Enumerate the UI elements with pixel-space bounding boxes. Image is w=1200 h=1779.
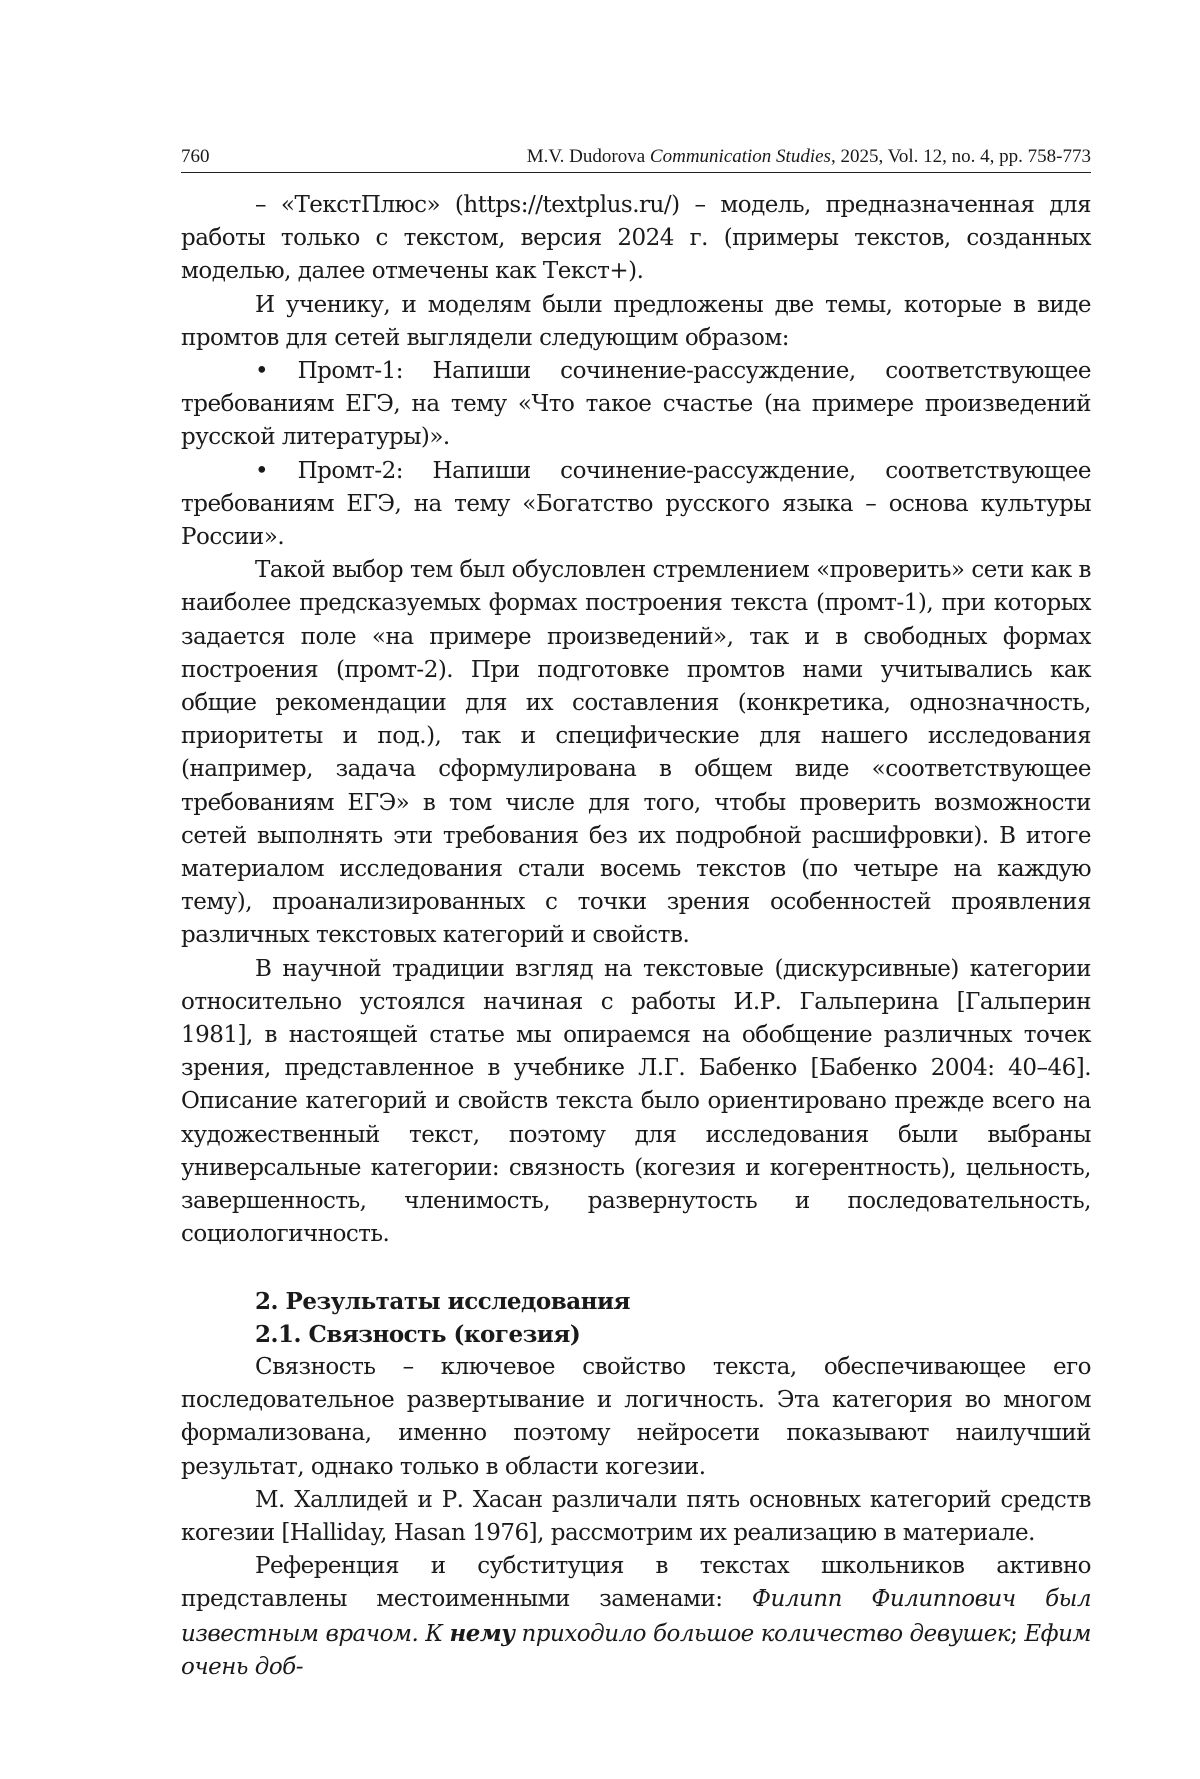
paragraph-textplus: – «ТекстПлюс» (https://textplus.ru/) – модель, предназначенная для работы только с текстом, версия 2024 г. (примеры текстов, созданных моделью, далее отмечены как Текст+). xyxy=(181,192,1091,285)
example-italic-b: приходило большое количество девушек xyxy=(514,1620,1011,1647)
paragraph-prompt-2: • Промт-2: Напиши сочинение-рассуждение, соответствующее требованиям ЕГЭ, на тему «Богатство русского языка – основа культуры России». xyxy=(181,457,1091,551)
paragraph-cohesion: Связность – ключевое свойство текста, обеспечивающее его последовательное развертывание и логичность. Эта категория во многом формализована, именно поэтому нейросети показывают наилучший результат, однако только в области когезии. xyxy=(181,1353,1091,1480)
paragraph-tradition: В научной традиции взгляд на текстовые (дискурсивные) категории относительно устоялся начиная с работы И.Р. Гальперина [Гальперин 1981], в настоящей статье мы опираемся на обобщение различных точек зрения, представленное в учебнике Л.Г. Бабенко [Бабенко 2004: 40–46]. Описание категорий и свойств текста было ориентировано прежде всего на художественный текст, поэтому для исследования были выбраны универсальные категории: связность (когезия и когерентность), цельность, завершенность, членимость, развернутость и последовательность, социологичность. xyxy=(181,955,1091,1248)
header-author: M.V. Dudorova xyxy=(526,146,650,167)
subsection-heading-cohesion: 2.1. Связность (когезия) xyxy=(255,1320,581,1348)
running-header xyxy=(181,146,1091,173)
paragraph-reference xyxy=(181,1550,1091,1684)
paragraph-topic-choice: Такой выбор тем был обусловлен стремлением «проверить» сети как в наиболее предсказуемых формах построения текста (промт-1), при которых задается поле «на примере произведений», так и в свободных формах построения (промт-2). При подготовке промтов нами учитывались как общие рекомендации для их составления (конкретика, однозначность, приоритеты и под.), так и специфические для нашего исследования (например, задача сформулирована в общем виде «соответствующее требованиям ЕГЭ» в том числе для того, чтобы проверить возможности сетей выполнять эти требования без их подробной расшифровки). В итоге материалом исследования стали восемь текстов (по четыре на каждую тему), проанализированных с точки зрения особенностей проявления различных текстовых категорий и свойств. xyxy=(181,557,1091,949)
example-italic-c: Ефим очень доб- xyxy=(181,1620,1091,1680)
example-separator: ; xyxy=(1010,1620,1025,1647)
paragraph-topics: И ученику, и моделям были предложены две темы, которые в виде промтов для сетей выглядели следующим образом: xyxy=(181,291,1091,351)
article-body xyxy=(181,189,1091,1684)
paragraph-halliday: М. Халлидей и Р. Хасан различали пять основных категорий средств когезии [Halliday, Hasan 1976], рассмотрим их реализацию в материале. xyxy=(181,1486,1091,1546)
reference-text: Референция и субституция в текстах школьников активно представлены местоименными заменами: xyxy=(181,1553,1091,1613)
section-heading-results: 2. Результаты исследования xyxy=(255,1287,631,1315)
paragraph-prompt-1: • Промт-1: Напиши сочинение-рассуждение, соответствующее требованиям ЕГЭ, на тему «Что такое счастье (на примере произведений русской литературы)». xyxy=(181,358,1091,451)
header-citation xyxy=(527,146,1091,168)
header-journal: Communication Studies xyxy=(649,146,831,167)
page-number: 760 xyxy=(181,146,210,167)
example-italic-a: Филипп Филиппович был известным врачом. К xyxy=(181,1586,1091,1647)
example-bold: нему xyxy=(449,1619,515,1647)
header-volume: , 2025, Vol. 12, no. 4, pp. 758-773 xyxy=(830,146,1091,167)
